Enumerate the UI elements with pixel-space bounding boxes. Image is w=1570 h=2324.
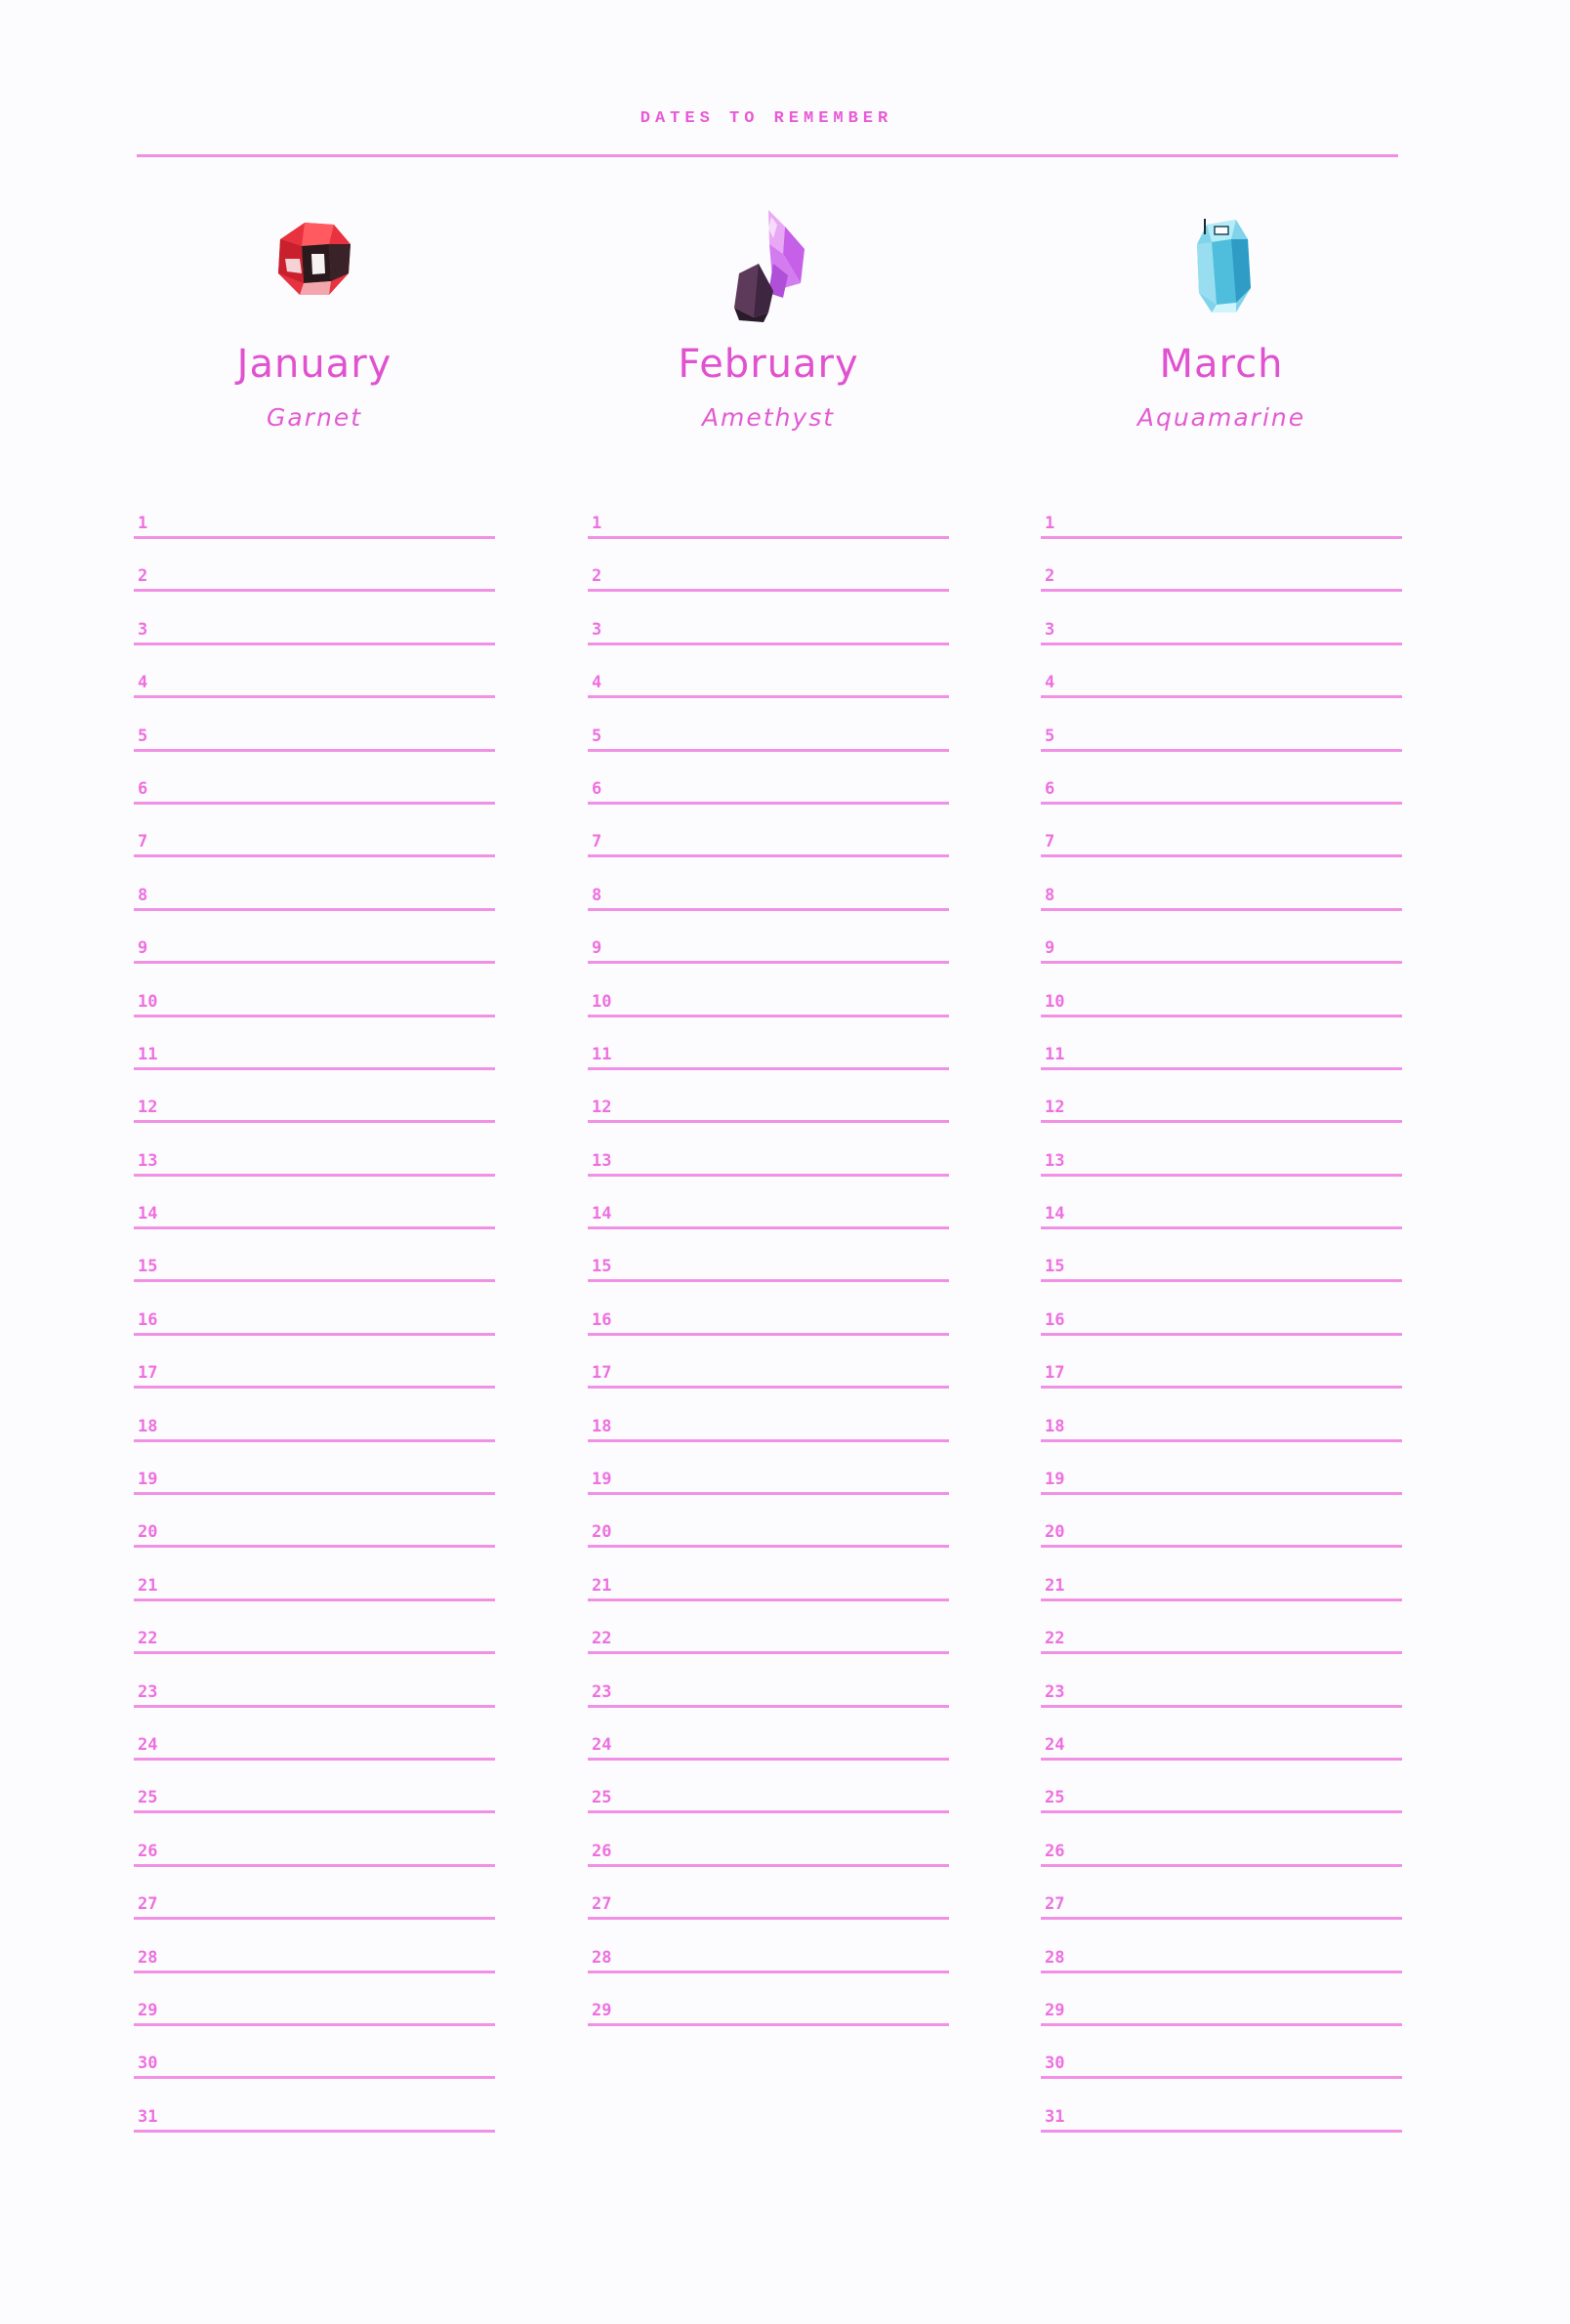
date-line[interactable] — [134, 1300, 495, 1352]
day-number: 19 — [592, 1470, 612, 1490]
date-line[interactable] — [1041, 821, 1402, 874]
date-line[interactable] — [134, 768, 495, 821]
date-line[interactable] — [1041, 928, 1402, 980]
date-line[interactable] — [588, 1246, 949, 1299]
writing-line — [588, 1598, 949, 1601]
date-line[interactable] — [588, 875, 949, 928]
day-number: 19 — [1045, 1470, 1065, 1490]
day-number: 24 — [138, 1734, 158, 1755]
day-number: 16 — [592, 1309, 612, 1330]
date-line[interactable] — [588, 1352, 949, 1405]
day-number: 22 — [138, 1629, 158, 1649]
writing-line — [588, 1545, 949, 1548]
writing-line — [1041, 1545, 1402, 1548]
date-line[interactable] — [1041, 1406, 1402, 1459]
day-number: 14 — [138, 1204, 158, 1224]
day-number: 8 — [1045, 885, 1055, 905]
day-number: 29 — [138, 2000, 158, 2020]
writing-line — [134, 2023, 495, 2026]
date-line[interactable] — [1041, 768, 1402, 821]
writing-line — [588, 2023, 949, 2026]
day-number: 10 — [1045, 991, 1065, 1012]
date-line[interactable] — [588, 609, 949, 662]
date-line[interactable] — [134, 1141, 495, 1193]
date-line[interactable] — [1041, 981, 1402, 1034]
writing-line — [134, 643, 495, 645]
date-line[interactable] — [134, 2043, 495, 2096]
date-line[interactable] — [134, 1352, 495, 1405]
writing-line — [1041, 1279, 1402, 1282]
writing-line — [1041, 1492, 1402, 1495]
writing-line — [588, 589, 949, 592]
date-line[interactable] — [1041, 1884, 1402, 1936]
writing-line — [1041, 802, 1402, 805]
day-number: 5 — [1045, 726, 1055, 746]
writing-line — [134, 1279, 495, 1282]
date-line[interactable] — [1041, 662, 1402, 715]
writing-line — [1041, 643, 1402, 645]
date-lines — [1041, 503, 1402, 2149]
date-line[interactable] — [1041, 1141, 1402, 1193]
date-line[interactable] — [588, 1672, 949, 1724]
date-line[interactable] — [134, 1937, 495, 1990]
date-line[interactable] — [134, 1884, 495, 1936]
date-line[interactable] — [588, 1565, 949, 1618]
date-line[interactable] — [134, 1087, 495, 1140]
date-line[interactable] — [1041, 875, 1402, 928]
writing-line — [134, 1598, 495, 1601]
day-number: 13 — [592, 1150, 612, 1171]
writing-line — [1041, 1120, 1402, 1123]
date-line[interactable] — [134, 821, 495, 874]
day-number: 17 — [592, 1363, 612, 1384]
date-line[interactable] — [1041, 1724, 1402, 1777]
date-line[interactable] — [134, 662, 495, 715]
writing-line — [1041, 2130, 1402, 2133]
date-line[interactable] — [588, 981, 949, 1034]
date-line[interactable] — [134, 716, 495, 768]
month-name: February — [678, 342, 859, 387]
writing-line — [134, 1120, 495, 1123]
day-number: 10 — [592, 991, 612, 1012]
date-line[interactable] — [588, 928, 949, 980]
writing-line — [588, 908, 949, 911]
date-line[interactable] — [1041, 1087, 1402, 1140]
writing-line — [1041, 1015, 1402, 1017]
day-number: 11 — [138, 1044, 158, 1064]
writing-line — [588, 1174, 949, 1177]
date-line[interactable] — [134, 503, 495, 556]
date-line[interactable] — [588, 1937, 949, 1990]
day-number: 3 — [138, 619, 148, 640]
day-number: 17 — [1045, 1363, 1065, 1384]
date-line[interactable] — [1041, 2043, 1402, 2096]
day-number: 12 — [138, 1098, 158, 1118]
day-number: 25 — [138, 1788, 158, 1808]
date-line[interactable] — [134, 1406, 495, 1459]
day-number: 9 — [138, 938, 148, 959]
writing-line — [1041, 1067, 1402, 1070]
day-number: 12 — [1045, 1098, 1065, 1118]
writing-line — [588, 1386, 949, 1389]
writing-line — [1041, 1598, 1402, 1601]
birthstone-name: Garnet — [267, 403, 362, 432]
day-number: 24 — [1045, 1734, 1065, 1755]
day-number: 28 — [1045, 1947, 1065, 1968]
day-number: 6 — [592, 778, 602, 799]
writing-line — [588, 1333, 949, 1336]
day-number: 18 — [1045, 1416, 1065, 1436]
day-number: 26 — [1045, 1841, 1065, 1861]
writing-line — [1041, 1917, 1402, 1920]
writing-line — [134, 908, 495, 911]
date-line[interactable] — [134, 556, 495, 608]
date-line[interactable] — [588, 503, 949, 556]
date-line[interactable] — [134, 928, 495, 980]
writing-line — [1041, 908, 1402, 911]
date-line[interactable] — [588, 1406, 949, 1459]
day-number: 23 — [1045, 1681, 1065, 1702]
date-line[interactable] — [588, 1831, 949, 1884]
date-line[interactable] — [134, 1246, 495, 1299]
writing-line — [588, 1971, 949, 1973]
writing-line — [134, 589, 495, 592]
date-line[interactable] — [588, 1884, 949, 1936]
date-line[interactable] — [1041, 1459, 1402, 1512]
day-number: 6 — [1045, 778, 1055, 799]
writing-line — [134, 1917, 495, 1920]
date-line[interactable] — [134, 1777, 495, 1830]
date-line[interactable] — [134, 1672, 495, 1724]
day-number: 19 — [138, 1470, 158, 1490]
date-line[interactable] — [134, 1034, 495, 1087]
date-line[interactable] — [134, 1618, 495, 1671]
date-line[interactable] — [588, 821, 949, 874]
writing-line — [1041, 1971, 1402, 1973]
date-line[interactable] — [1041, 1034, 1402, 1087]
date-line[interactable] — [588, 768, 949, 821]
day-number: 23 — [592, 1681, 612, 1702]
date-line[interactable] — [134, 1512, 495, 1564]
day-number: 28 — [592, 1947, 612, 1968]
writing-line — [1041, 1705, 1402, 1708]
day-number: 8 — [592, 885, 602, 905]
day-number: 24 — [592, 1734, 612, 1755]
day-number: 29 — [1045, 2000, 1065, 2020]
date-line[interactable] — [588, 1141, 949, 1193]
writing-line — [1041, 1651, 1402, 1654]
writing-line — [588, 749, 949, 752]
writing-line — [134, 1386, 495, 1389]
writing-line — [134, 2076, 495, 2079]
day-number: 22 — [1045, 1629, 1065, 1649]
writing-line — [588, 1810, 949, 1813]
writing-line — [588, 695, 949, 698]
day-number: 3 — [592, 619, 602, 640]
writing-line — [1041, 1758, 1402, 1761]
writing-line — [588, 961, 949, 964]
date-line[interactable] — [588, 1193, 949, 1246]
date-line[interactable] — [134, 1193, 495, 1246]
date-line[interactable] — [134, 1459, 495, 1512]
garnet-gem-icon — [134, 205, 495, 332]
aquamarine-gem-icon — [1041, 205, 1402, 332]
date-line[interactable] — [134, 1724, 495, 1777]
day-number: 16 — [1045, 1309, 1065, 1330]
day-number: 26 — [592, 1841, 612, 1861]
day-number: 2 — [1045, 566, 1055, 587]
date-line[interactable] — [134, 1990, 495, 2043]
date-line[interactable] — [588, 662, 949, 715]
day-number: 14 — [1045, 1204, 1065, 1224]
day-number: 21 — [592, 1575, 612, 1596]
day-number: 20 — [138, 1522, 158, 1543]
day-number: 25 — [592, 1788, 612, 1808]
date-line[interactable] — [1041, 1512, 1402, 1564]
day-number: 4 — [138, 673, 148, 693]
day-number: 1 — [138, 514, 148, 533]
day-number: 11 — [592, 1044, 612, 1064]
date-lines — [134, 503, 495, 2149]
writing-line — [134, 1971, 495, 1973]
date-line[interactable] — [588, 1034, 949, 1087]
day-number: 17 — [138, 1363, 158, 1384]
day-number: 20 — [592, 1522, 612, 1543]
day-number: 7 — [138, 832, 148, 852]
date-line[interactable] — [1041, 1352, 1402, 1405]
date-line[interactable] — [1041, 556, 1402, 608]
date-line[interactable] — [134, 1831, 495, 1884]
day-number: 20 — [1045, 1522, 1065, 1543]
writing-line — [588, 854, 949, 857]
day-number: 25 — [1045, 1788, 1065, 1808]
birthstone-name: Aquamarine — [1136, 403, 1306, 432]
writing-line — [1041, 1810, 1402, 1813]
page-title: DATES TO REMEMBER — [640, 109, 893, 128]
day-number: 2 — [592, 566, 602, 587]
day-number: 6 — [138, 778, 148, 799]
writing-line — [588, 1226, 949, 1229]
date-line[interactable] — [134, 1565, 495, 1618]
day-number: 26 — [138, 1841, 158, 1861]
day-number: 21 — [138, 1575, 158, 1596]
writing-line — [1041, 695, 1402, 698]
date-line[interactable] — [1041, 1777, 1402, 1830]
day-number: 23 — [138, 1681, 158, 1702]
date-line[interactable] — [134, 2096, 495, 2149]
writing-line — [134, 1651, 495, 1654]
writing-line — [134, 2130, 495, 2133]
date-line[interactable] — [134, 981, 495, 1034]
day-number: 29 — [592, 2000, 612, 2020]
day-number: 15 — [592, 1257, 612, 1277]
writing-line — [1041, 1226, 1402, 1229]
date-line[interactable] — [1041, 1672, 1402, 1724]
writing-line — [1041, 2023, 1402, 2026]
writing-line — [1041, 854, 1402, 857]
day-number: 30 — [138, 2054, 158, 2074]
writing-line — [1041, 536, 1402, 539]
writing-line — [134, 1545, 495, 1548]
date-line[interactable] — [588, 1724, 949, 1777]
writing-line — [588, 1439, 949, 1442]
writing-line — [588, 1651, 949, 1654]
writing-line — [588, 1120, 949, 1123]
day-number: 27 — [1045, 1894, 1065, 1915]
writing-line — [134, 854, 495, 857]
writing-line — [588, 1067, 949, 1070]
writing-line — [134, 536, 495, 539]
day-number: 27 — [592, 1894, 612, 1915]
date-line[interactable] — [1041, 609, 1402, 662]
writing-line — [1041, 1174, 1402, 1177]
writing-line — [588, 1279, 949, 1282]
writing-line — [588, 802, 949, 805]
day-number: 12 — [592, 1098, 612, 1118]
day-number: 13 — [138, 1150, 158, 1171]
day-number: 9 — [1045, 938, 1055, 959]
birthstone-name: Amethyst — [701, 403, 836, 432]
day-number: 11 — [1045, 1044, 1065, 1064]
writing-line — [588, 536, 949, 539]
date-line[interactable] — [1041, 1990, 1402, 2043]
day-number: 4 — [1045, 673, 1055, 693]
writing-line — [588, 1917, 949, 1920]
date-line[interactable] — [1041, 1193, 1402, 1246]
day-number: 1 — [592, 514, 602, 533]
writing-line — [134, 961, 495, 964]
date-line[interactable] — [1041, 1565, 1402, 1618]
date-lines — [588, 503, 949, 2043]
writing-line — [134, 1067, 495, 1070]
writing-line — [134, 1705, 495, 1708]
date-line[interactable] — [134, 609, 495, 662]
writing-line — [134, 1492, 495, 1495]
writing-line — [134, 749, 495, 752]
writing-line — [134, 1810, 495, 1813]
day-number: 21 — [1045, 1575, 1065, 1596]
writing-line — [134, 695, 495, 698]
writing-line — [134, 1333, 495, 1336]
header-divider — [137, 154, 1398, 157]
writing-line — [588, 1758, 949, 1761]
writing-line — [1041, 589, 1402, 592]
month-name: March — [1159, 342, 1284, 387]
day-number: 2 — [138, 566, 148, 587]
date-line[interactable] — [588, 1777, 949, 1830]
day-number: 5 — [592, 726, 602, 746]
date-line[interactable] — [1041, 716, 1402, 768]
writing-line — [1041, 1864, 1402, 1867]
day-number: 1 — [1045, 514, 1055, 533]
date-line[interactable] — [588, 1300, 949, 1352]
date-line[interactable] — [1041, 1618, 1402, 1671]
day-number: 18 — [138, 1416, 158, 1436]
day-number: 30 — [1045, 2054, 1065, 2074]
date-line[interactable] — [1041, 1937, 1402, 1990]
writing-line — [1041, 749, 1402, 752]
writing-line — [588, 1492, 949, 1495]
day-number: 7 — [1045, 832, 1055, 852]
date-line[interactable] — [1041, 1300, 1402, 1352]
writing-line — [134, 1226, 495, 1229]
day-number: 7 — [592, 832, 602, 852]
date-line[interactable] — [1041, 2096, 1402, 2149]
day-number: 15 — [1045, 1257, 1065, 1277]
writing-line — [134, 1864, 495, 1867]
writing-line — [588, 1705, 949, 1708]
writing-line — [588, 1864, 949, 1867]
date-line[interactable] — [1041, 1246, 1402, 1299]
day-number: 27 — [138, 1894, 158, 1915]
day-number: 15 — [138, 1257, 158, 1277]
writing-line — [588, 643, 949, 645]
date-line[interactable] — [588, 1087, 949, 1140]
writing-line — [588, 1015, 949, 1017]
writing-line — [134, 1174, 495, 1177]
date-line[interactable] — [1041, 503, 1402, 556]
date-line[interactable] — [588, 716, 949, 768]
day-number: 16 — [138, 1309, 158, 1330]
day-number: 28 — [138, 1947, 158, 1968]
month-name: January — [236, 342, 392, 387]
writing-line — [134, 802, 495, 805]
writing-line — [134, 1758, 495, 1761]
day-number: 5 — [138, 726, 148, 746]
day-number: 4 — [592, 673, 602, 693]
day-number: 14 — [592, 1204, 612, 1224]
writing-line — [134, 1015, 495, 1017]
day-number: 8 — [138, 885, 148, 905]
date-line[interactable] — [134, 875, 495, 928]
day-number: 3 — [1045, 619, 1055, 640]
writing-line — [1041, 1386, 1402, 1389]
day-number: 31 — [138, 2106, 158, 2127]
amethyst-gem-icon — [588, 205, 949, 332]
date-line[interactable] — [588, 1512, 949, 1564]
day-number: 31 — [1045, 2106, 1065, 2127]
date-line[interactable] — [588, 556, 949, 608]
writing-line — [1041, 1439, 1402, 1442]
writing-line — [1041, 961, 1402, 964]
day-number: 18 — [592, 1416, 612, 1436]
day-number: 13 — [1045, 1150, 1065, 1171]
writing-line — [1041, 2076, 1402, 2079]
writing-line — [134, 1439, 495, 1442]
day-number: 22 — [592, 1629, 612, 1649]
writing-line — [1041, 1333, 1402, 1336]
date-line[interactable] — [1041, 1831, 1402, 1884]
date-line[interactable] — [588, 1618, 949, 1671]
date-line[interactable] — [588, 1990, 949, 2043]
day-number: 9 — [592, 938, 602, 959]
date-line[interactable] — [588, 1459, 949, 1512]
day-number: 10 — [138, 991, 158, 1012]
